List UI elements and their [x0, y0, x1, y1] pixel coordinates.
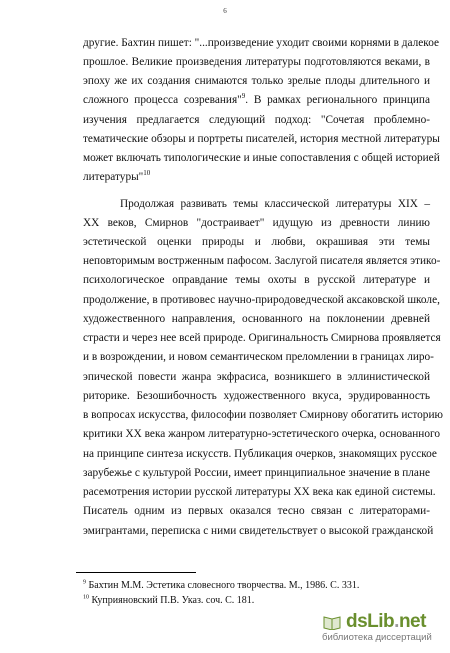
- text-line-with-footnote: [83, 93, 430, 107]
- logo-dot: .: [394, 611, 399, 632]
- logo-main: dsLib: [346, 611, 395, 632]
- text-line: изучения предлагается следующий подход: "Сочетая проблемно-: [83, 114, 430, 126]
- text-line: расемотрения истории русской литературы XX века как единой системы.: [83, 486, 436, 498]
- text-line: психологическое оправдание темы охоты в русской литературе и: [83, 274, 430, 286]
- book-icon: [322, 614, 342, 630]
- text-line: прошлое. Великие произведения литературы подготовляются веками, в: [83, 56, 430, 68]
- text-line: на принципе синтеза искусств. Публикация очерков, знакомящих русское: [83, 448, 437, 460]
- footnote-mark: 9: [241, 92, 246, 101]
- footnote-separator: [76, 572, 196, 573]
- footnote: [83, 580, 359, 592]
- text-line: XX веков, Смирнов "достраивает" идущую из древности линию: [83, 217, 430, 229]
- text-line: неповторимым вострженным пафосом. Заслугой писателя является этико-: [83, 255, 441, 267]
- logo-tld: net: [398, 611, 426, 632]
- text-line: эмигрантами, переписка с ними свидетельствует о высокой гражданской: [83, 525, 434, 537]
- text-fragment: . В рамках регионального принципа: [245, 94, 430, 106]
- text-line: эстетической оценки природы и любви, окрашивая эти темы: [83, 236, 430, 248]
- text-line: в вопросах искусства, философии позволяет Смирнову обогатить историю: [83, 409, 443, 421]
- footnote-mark: 10: [143, 169, 151, 178]
- dslib-watermark: [322, 611, 434, 643]
- footnote-number: 9: [83, 579, 86, 586]
- footnote: [83, 595, 254, 607]
- text-line: Писатель одним из первых оказался тесно связан с литераторами-: [83, 505, 430, 517]
- text-line-with-footnote: [83, 170, 430, 184]
- text-line: зарубежье с культурой России, имеет принципиальное значение в плане: [83, 467, 430, 479]
- text-line: художественного направления, основанного на поклонении древней: [83, 313, 430, 325]
- text-line: критики XX века жанром литературно-эстетического очерка, основанного: [83, 428, 440, 440]
- paragraph-first-line: Продолжая развивать темы классической литературы XIX –: [120, 198, 430, 210]
- text-line: может включать типологические и иные сопоставления с общей историей: [83, 152, 440, 164]
- text-line: эпоху же их создания снимаются только зрелые плоды длительного и: [83, 75, 430, 87]
- page-number: 6: [223, 7, 227, 15]
- text-line: другие. Бахтин пишет: "...произведение уходит своими корнями в далекое: [83, 37, 440, 49]
- text-fragment: сложного процесса созревания": [83, 94, 242, 106]
- text-line: продолжение, в противовес научно-природоведческой аксаковской школе,: [83, 294, 440, 306]
- dslib-logo: [346, 611, 426, 633]
- footnote-text: Бахтин М.М. Эстетика словесного творчества. М., 1986. С. 331.: [86, 580, 360, 591]
- text-line: и в возрождении, и новом семантическом преломлении в границах лиро-: [83, 351, 434, 363]
- footnote-number: 10: [83, 594, 89, 601]
- text-fragment: литературы": [83, 171, 144, 183]
- text-line: тематические обзоры и портреты писателей, история местной литературы: [83, 133, 440, 145]
- text-line: страсти и через нее всей природе. Оригинальность Смирнова проявляется: [83, 332, 441, 344]
- text-line: эпической повести жанра экфрасиса, возникшего в эллинистической: [83, 371, 430, 383]
- text-line: риторике. Безошибочность художественного вкуса, эрудированность: [83, 390, 430, 402]
- footnote-text: Куприяновский П.В. Указ. соч. С. 181.: [89, 595, 255, 606]
- dslib-subtitle: библиотека диссертаций: [322, 632, 432, 643]
